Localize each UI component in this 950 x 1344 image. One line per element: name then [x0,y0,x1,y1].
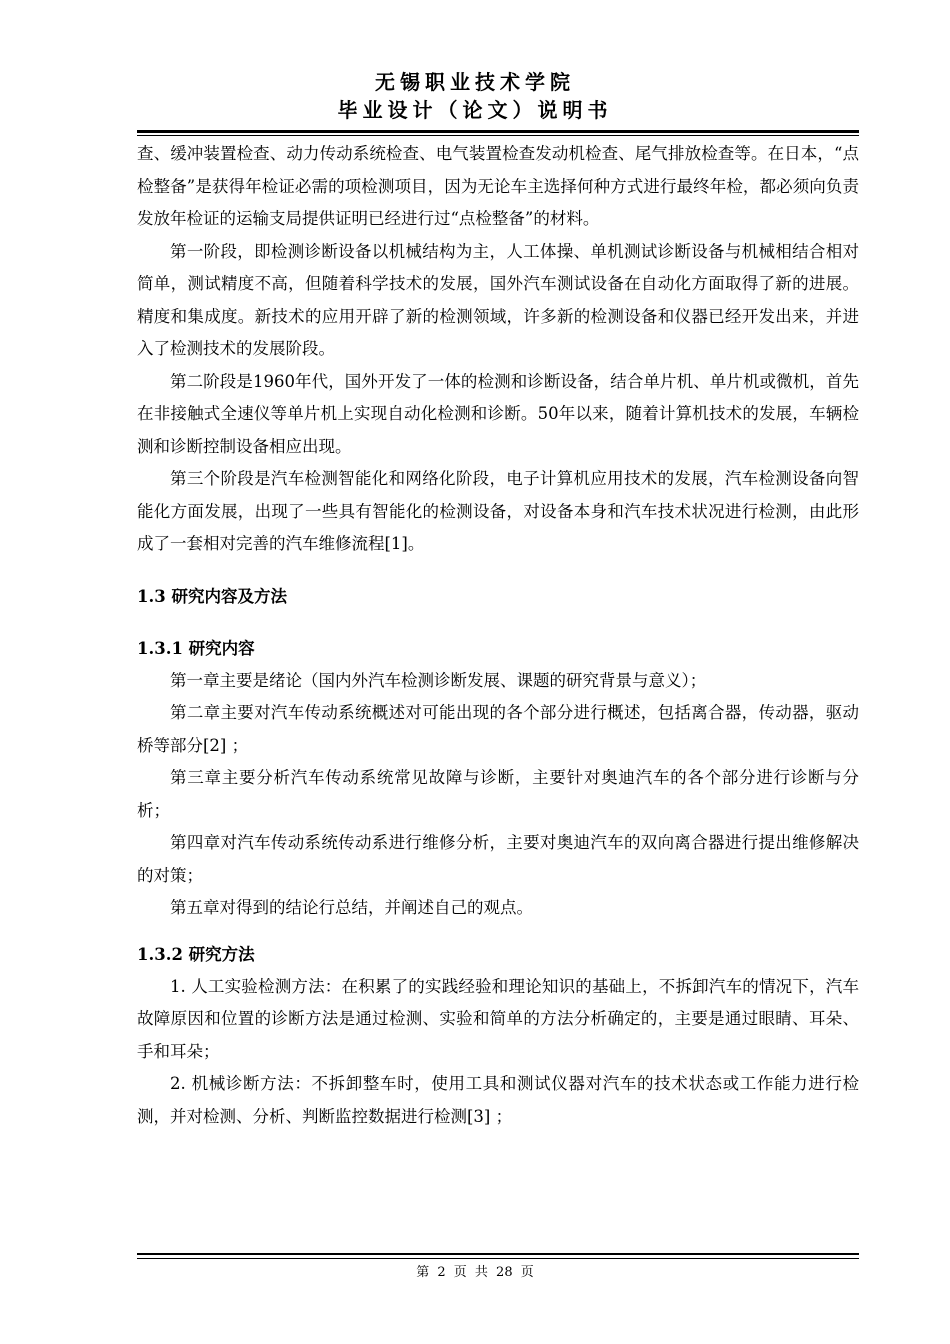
chapter-two-summary: 第二章主要对汽车传动系统概述对可能出现的各个部分进行概述，包括离合器，传动器，驱动桥等部分[2] ； [137,703,859,755]
chapter-three-summary: 第三章主要分析汽车传动系统常见故障与诊断，主要针对奥迪汽车的各个部分进行诊断与分析； [137,768,859,820]
chapter-one-summary: 第一章主要是绪论（国内外汽车检测诊断发展、课题的研究背景与意义）； [170,670,707,690]
subsection-heading-1-3-2: 1.3.2 研究方法 [137,944,255,964]
chapter-four-summary: 第四章对汽车传动系统传动系进行维修分析，主要对奥迪汽车的双向离合器进行提出维修解决的对策； [137,833,859,885]
page-header [0,68,950,124]
paragraph-stage-three: 第三个阶段是汽车检测智能化和网络化阶段，电子计算机应用技术的发展，汽车检测设备向智能化方面发展，出现了一些具有智能化的检测设备，对设备本身和汽车技术状况进行检测，由此形成了一套相对完善的汽车维修流程[1]。 [137,469,859,553]
method-manual-testing: 1. 人工实验检测方法：在积累了的实践经验和理论知识的基础上，不拆卸汽车的情况下，汽车故障原因和位置的诊断方法是通过检测、实验和简单的方法分析确定的，主要是通过眼睛、耳朵、手和耳朵； [137,976,859,1061]
paragraph-continuation: 查、缓冲装置检查、动力传动系统检查、电气装置检查发动机检查、尾气排放检查等。在日本，“点检整备”是获得年检证必需的项检测项目，因为无论车主选择何种方式进行最终年检，都必须向负责发放年检证的运输支局提供证明已经进行过“点检整备”的材料。 [137,144,859,228]
footer-divider-thin [137,1258,859,1259]
section-heading-1-3: 1.3 研究内容及方法 [137,586,287,606]
header-divider-thin [137,135,859,136]
method-mechanical-diagnosis: 2. 机械诊断方法：不拆卸整车时，使用工具和测试仪器对汽车的技术状态或工作能力进行检测，并对检测、分析、判断监控数据进行检测[3] ； [137,1074,859,1126]
page-number: 第 2 页 共 28 页 [416,1265,534,1280]
header-divider-thick [137,130,859,133]
paragraph-stage-one: 第一阶段，即检测诊断设备以机械结构为主，人工体操、单机测试诊断设备与机械相结合相对简单，测试精度不高，但随着科学技术的发展，国外汽车测试设备在自动化方面取得了新的进展。精度和集成度。新技术的应用开辟了新的检测领域，许多新的检测设备和仪器已经开发出来，并进入了检测技术的发展阶段。 [137,241,859,358]
footer-divider-thick [137,1253,859,1255]
document-body [137,138,859,1133]
paragraph-stage-two: 第二阶段是1960年代，国外开发了一体的检测和诊断设备，结合单片机、单片机或微机，首先在非接触式全速仪等单片机上实现自动化检测和诊断。50年以来，随着计算机技术的发展，车辆检测和诊断控制设备相应出现。 [137,371,859,456]
school-name: 无锡职业技术学院 [375,70,575,94]
document-type-title: 毕业设计（论文）说明书 [337,98,613,122]
subsection-heading-1-3-1: 1.3.1 研究内容 [137,638,255,658]
chapter-five-summary: 第五章对得到的结论行总结，并阐述自己的观点。 [170,898,533,917]
